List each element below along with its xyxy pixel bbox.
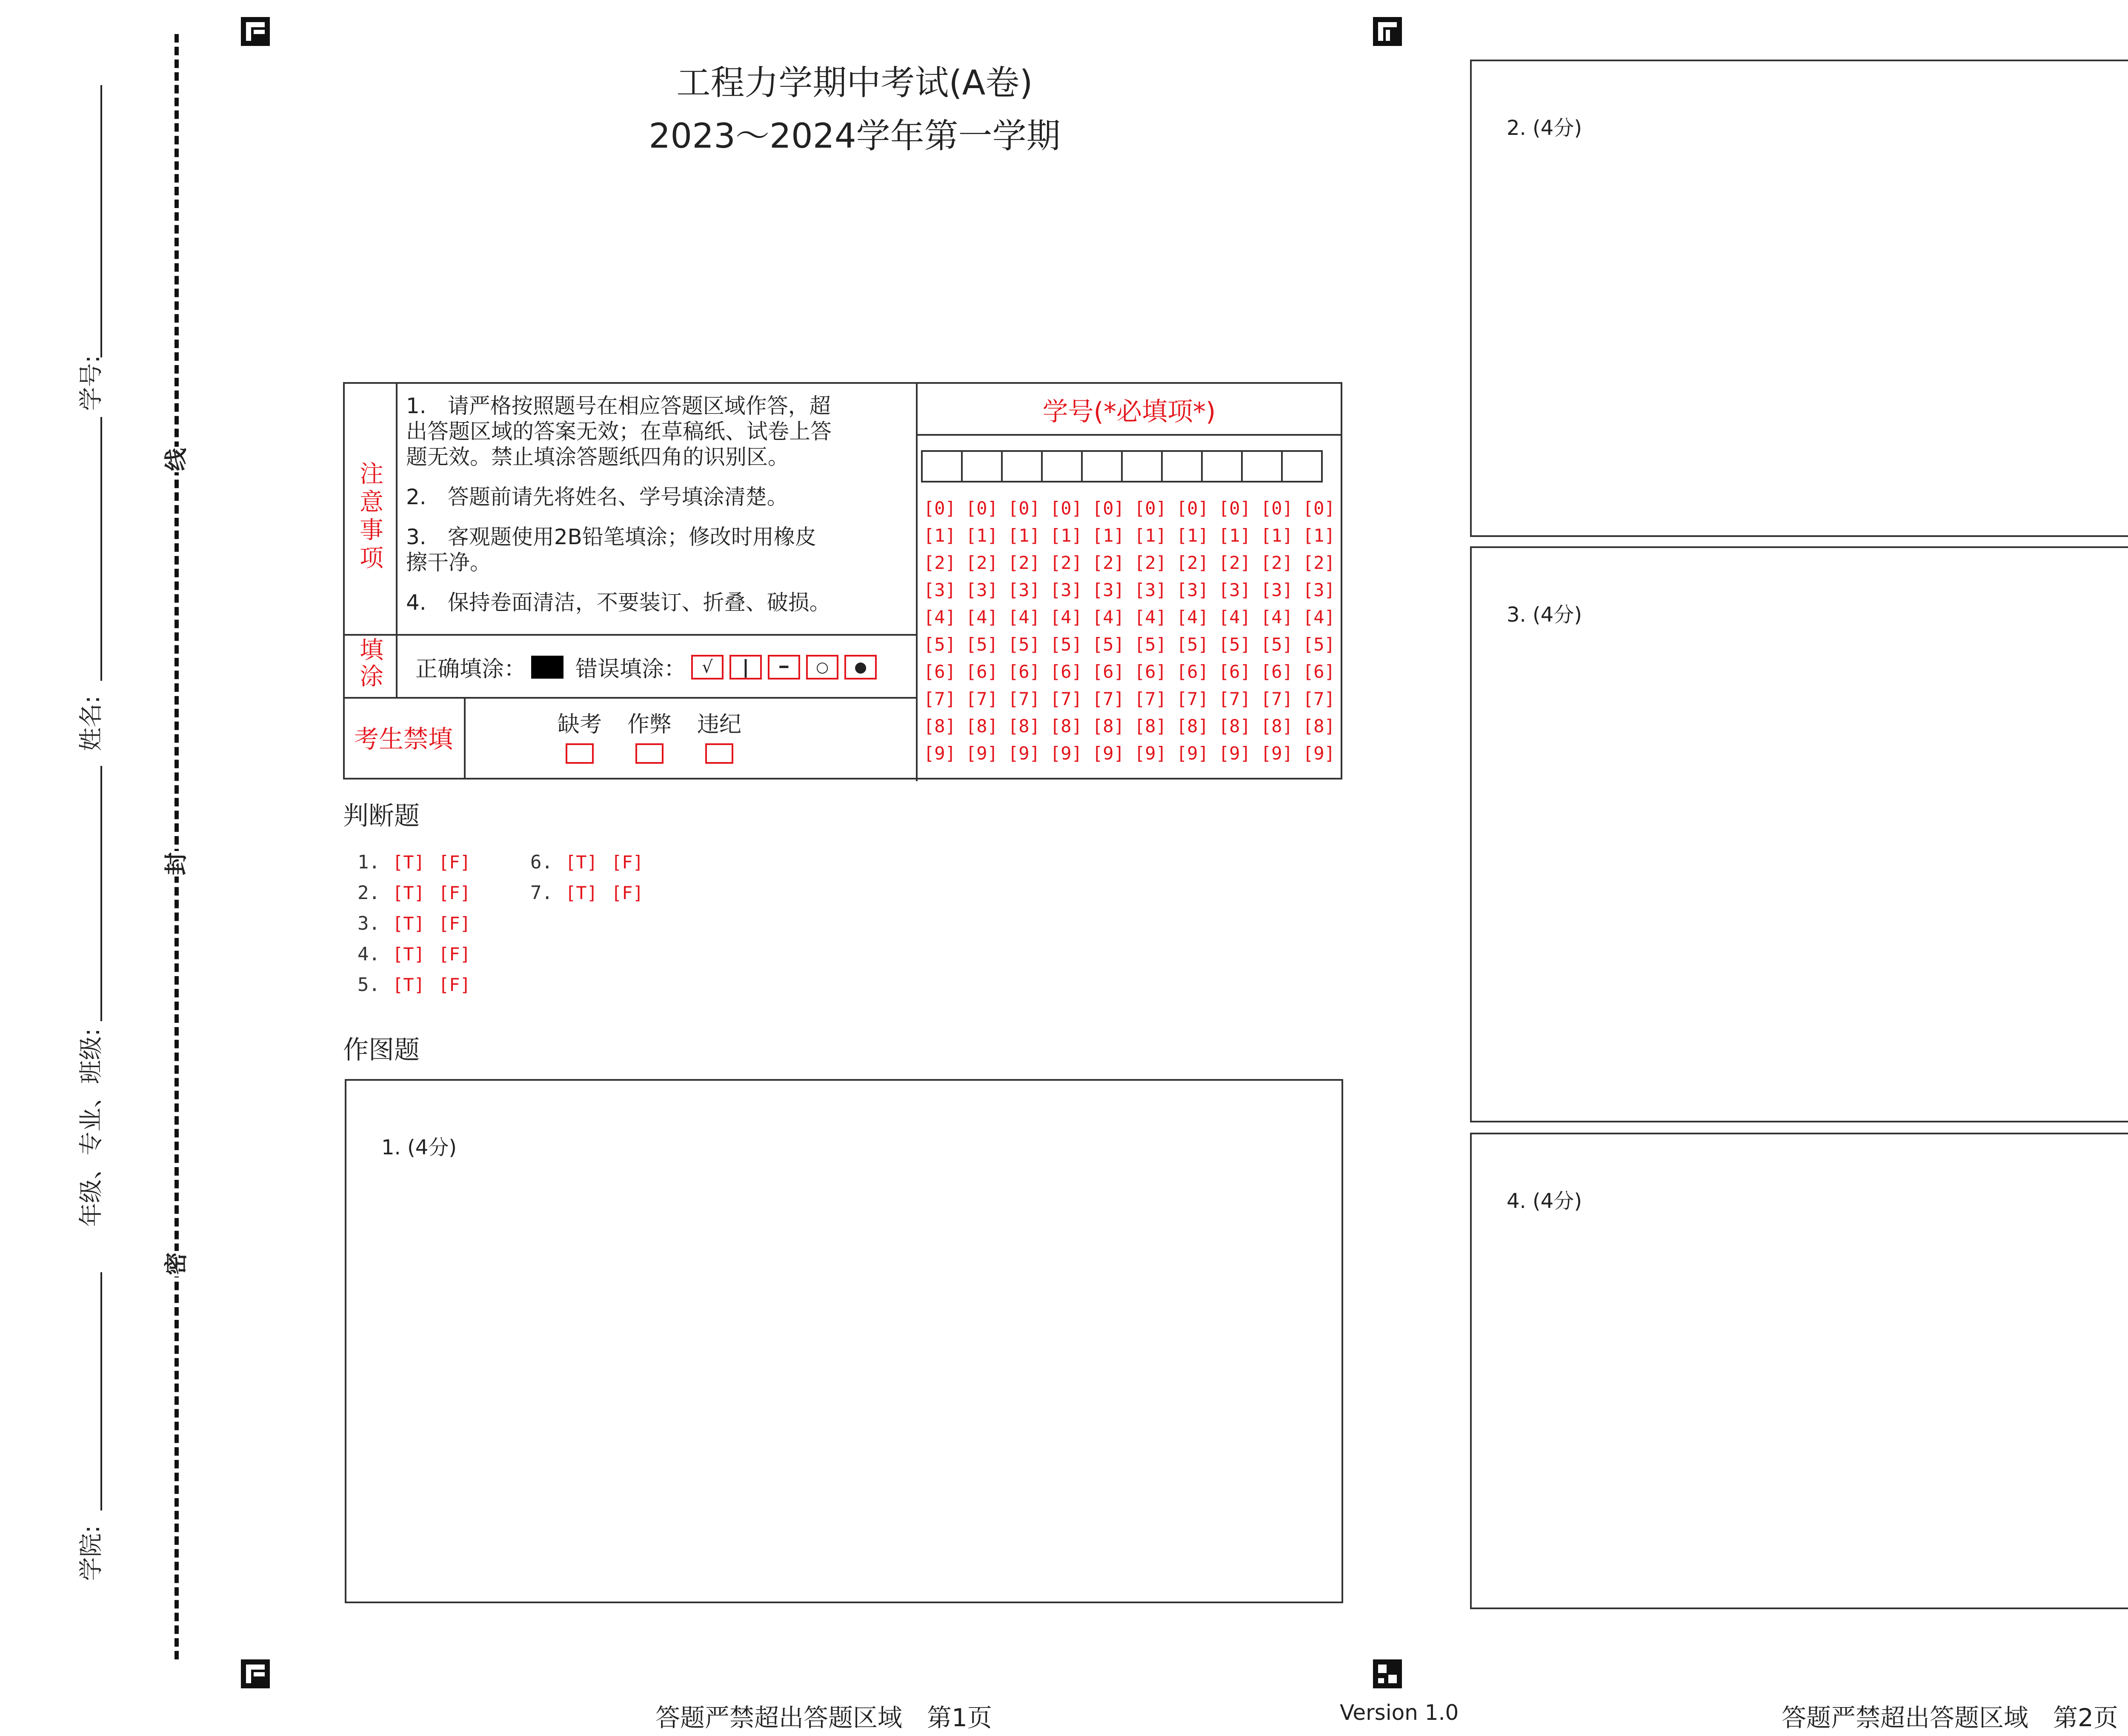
student-id-bubble[interactable]: [6] <box>1134 661 1167 682</box>
student-id-divider <box>916 384 918 781</box>
notice-item: 1. 请严格按照题号在相应答题区域作答，超出答题区域的答案无效；在草稿纸、试卷上答题无效。禁止填涂答题纸四角的识别区。 <box>406 394 832 469</box>
true-false-row <box>358 877 484 908</box>
answer-box-q3[interactable] <box>1470 546 2128 1122</box>
true-bubble[interactable]: [T] <box>392 974 425 995</box>
student-id-bubble[interactable]: [4] <box>1303 606 1335 628</box>
student-id-bubble[interactable]: [6] <box>1008 661 1040 682</box>
true-false-number: 7. <box>530 882 553 904</box>
student-id-bubble[interactable]: [4] <box>924 606 956 628</box>
true-false-number: 3. <box>358 912 380 934</box>
college-fill-line <box>100 1272 102 1510</box>
student-id-bubble[interactable]: [0] <box>1218 497 1251 519</box>
student-id-bubble[interactable]: [9] <box>1050 742 1082 764</box>
student-id-bubble[interactable]: [2] <box>966 552 998 573</box>
student-id-bubble[interactable]: [9] <box>1218 742 1251 764</box>
student-id-bubble[interactable]: [2] <box>1218 552 1251 573</box>
student-id-bubble[interactable]: [9] <box>1303 742 1335 764</box>
forbidden-option-box[interactable] <box>635 743 664 764</box>
forbidden-option-absent[interactable] <box>558 706 602 764</box>
student-id-bubble[interactable]: [1] <box>966 525 998 546</box>
false-bubble[interactable]: [F] <box>438 851 471 873</box>
true-false-row <box>530 847 657 877</box>
name-fill-line <box>100 417 102 681</box>
false-bubble[interactable]: [F] <box>611 882 644 903</box>
footer-version: Version 1.0 <box>1340 1700 1459 1725</box>
student-id-bubble[interactable]: [2] <box>1008 552 1040 573</box>
student-id-bubble[interactable]: [2] <box>924 552 956 573</box>
forbidden-option-box[interactable] <box>566 743 594 764</box>
student-id-bubble[interactable]: [9] <box>1134 742 1167 764</box>
student-id-bubble[interactable]: [5] <box>1092 634 1124 655</box>
student-id-bubble[interactable]: [8] <box>1134 715 1167 737</box>
student-id-bubble[interactable]: [4] <box>1050 606 1082 628</box>
student-id-bubble[interactable]: [8] <box>1050 715 1082 737</box>
student-id-bubble[interactable]: [7] <box>1008 688 1040 709</box>
binding-label-class: 年级、专业、班级: <box>77 1028 105 1227</box>
fill-heading-char: 填 <box>360 637 383 664</box>
fill-heading <box>352 637 391 690</box>
student-id-bubble[interactable]: [0] <box>924 497 956 519</box>
student-id-bubble[interactable]: [2] <box>1092 552 1124 573</box>
student-id-bubble[interactable]: [8] <box>1176 715 1209 737</box>
student-id-bubble[interactable]: [6] <box>1218 661 1251 682</box>
wrong-fill-dot-icon: ● <box>844 655 877 680</box>
true-false-row <box>358 969 484 1000</box>
student-id-bubble[interactable]: [6] <box>1303 661 1335 682</box>
student-id-bubble[interactable]: [7] <box>1092 688 1124 709</box>
notice-heading-char: 项 <box>360 545 383 572</box>
student-id-bubble[interactable]: [5] <box>966 634 998 655</box>
question-label-q4: 4. (4分) <box>1507 1189 1582 1213</box>
true-false-column-2 <box>530 847 657 908</box>
wrong-fill-circle-icon: ○ <box>806 655 838 680</box>
true-false-row <box>358 908 484 939</box>
student-id-bubble[interactable]: [0] <box>1050 497 1082 519</box>
notice-item: 2. 答题前请先将姓名、学号填涂清楚。 <box>406 485 788 509</box>
true-false-number: 4. <box>358 943 380 965</box>
answer-box-q2[interactable] <box>1470 60 2128 537</box>
question-label-q3: 3. (4分) <box>1507 603 1582 627</box>
corner-marker-bottom-middle <box>1373 1659 1402 1688</box>
class-fill-line <box>100 766 102 1021</box>
correct-fill-label: 正确填涂： <box>415 657 526 682</box>
notice-heading-char: 事 <box>360 517 383 544</box>
student-id-bubble-row <box>924 603 1345 631</box>
true-false-title: 判断题 <box>343 801 420 831</box>
student-id-digit-box[interactable] <box>1001 450 1043 483</box>
binding-label-name: 姓名: <box>77 695 105 751</box>
student-id-bubble[interactable]: [6] <box>1261 661 1293 682</box>
student-id-bubble[interactable]: [5] <box>1134 634 1167 655</box>
student-id-bubble[interactable]: [2] <box>1176 552 1209 573</box>
student-id-bubble[interactable]: [4] <box>1092 606 1124 628</box>
student-id-digit-box[interactable] <box>1201 450 1243 483</box>
student-id-bubble-row <box>924 576 1345 603</box>
student-id-bubble[interactable]: [2] <box>1261 552 1293 573</box>
student-id-bubble-row <box>924 522 1345 549</box>
false-bubble[interactable]: [F] <box>438 913 471 934</box>
student-id-bubble[interactable]: [3] <box>1050 579 1082 600</box>
student-id-bubble[interactable]: [1] <box>1218 525 1251 546</box>
student-id-bubble[interactable]: [8] <box>1008 715 1040 737</box>
student-id-bubble[interactable]: [8] <box>1303 715 1335 737</box>
student-id-bubble[interactable]: [2] <box>1050 552 1082 573</box>
wrong-fill-dash-icon: ━ <box>768 655 800 680</box>
student-id-bubble[interactable]: [2] <box>1134 552 1167 573</box>
footer-page-1: 答题严禁超出答题区域 第1页 <box>655 1703 992 1732</box>
seal-char-line: 线 <box>159 447 193 472</box>
student-id-bubble[interactable]: [1] <box>1050 525 1082 546</box>
student-id-bubble[interactable]: [4] <box>1176 606 1209 628</box>
student-id-bubble[interactable]: [0] <box>1092 497 1124 519</box>
student-id-bubble[interactable]: [0] <box>1134 497 1167 519</box>
student-id-bubble[interactable]: [7] <box>1134 688 1167 709</box>
student-id-bubble-row <box>924 658 1345 685</box>
student-id-bubble-grid <box>924 494 1345 767</box>
instruction-table <box>343 382 1342 779</box>
corner-marker-top-middle <box>1373 17 1402 46</box>
true-false-number: 2. <box>358 882 380 904</box>
student-id-bubble[interactable]: [6] <box>1050 661 1082 682</box>
student-id-digit-box[interactable] <box>1281 450 1323 483</box>
correct-fill-sample <box>531 656 563 679</box>
notice-divider-vertical <box>396 384 398 699</box>
true-bubble[interactable]: [T] <box>392 851 425 873</box>
true-false-row <box>358 939 484 969</box>
student-id-bubble[interactable]: [3] <box>1134 579 1167 600</box>
student-id-bubble[interactable]: [7] <box>1050 688 1082 709</box>
true-bubble[interactable]: [T] <box>392 882 425 903</box>
false-bubble[interactable]: [F] <box>438 943 471 965</box>
student-id-bubble[interactable]: [9] <box>1176 742 1209 764</box>
notice-heading-char: 意 <box>360 488 383 516</box>
student-id-bubble[interactable]: [7] <box>1218 688 1251 709</box>
student-id-bubble[interactable]: [1] <box>1134 525 1167 546</box>
true-false-row <box>530 877 657 908</box>
student-id-bubble[interactable]: [6] <box>1176 661 1209 682</box>
true-false-row <box>358 847 484 877</box>
student-id-bubble-row <box>924 685 1345 712</box>
student-id-bubble[interactable]: [0] <box>1008 497 1040 519</box>
student-id-heading-rule <box>918 434 1341 436</box>
student-id-bubble[interactable]: [0] <box>1176 497 1209 519</box>
corner-marker-top-left <box>241 17 270 46</box>
drawing-title: 作图题 <box>343 1035 420 1065</box>
true-bubble[interactable]: [T] <box>392 943 425 965</box>
notice-heading-char: 注 <box>360 460 383 488</box>
corner-marker-bottom-left <box>241 1659 270 1688</box>
student-id-bubble-row <box>924 494 1345 522</box>
student-id-digit-box[interactable] <box>961 450 1003 483</box>
notice-heading <box>352 460 391 573</box>
student-id-bubble[interactable]: [4] <box>1218 606 1251 628</box>
student-id-bubble[interactable]: [8] <box>1092 715 1124 737</box>
question-label-q1: 1. (4分) <box>381 1136 457 1159</box>
student-id-bubble[interactable]: [4] <box>1261 606 1293 628</box>
student-id-bubble[interactable]: [7] <box>1176 688 1209 709</box>
forbidden-option-label: 违纪 <box>697 712 742 737</box>
student-id-fill-line <box>100 85 102 357</box>
student-id-bubble[interactable]: [3] <box>1008 579 1040 600</box>
question-label-q2: 2. (4分) <box>1507 116 1582 140</box>
fill-heading-char: 涂 <box>360 663 383 691</box>
true-false-number: 5. <box>358 974 380 996</box>
answer-box-q1[interactable] <box>345 1079 1343 1603</box>
student-id-heading: 学号(*必填项*) <box>1042 397 1216 427</box>
student-id-bubble-row <box>924 712 1345 740</box>
seal-char-secret: 密 <box>159 1251 193 1276</box>
forbidden-option-box[interactable] <box>705 743 733 764</box>
student-id-bubble[interactable]: [7] <box>1261 688 1293 709</box>
student-id-entry-boxes <box>921 450 1321 483</box>
wrong-fill-bar-icon: | <box>729 655 762 680</box>
student-id-bubble[interactable]: [6] <box>924 661 956 682</box>
student-id-digit-box[interactable] <box>1241 450 1283 483</box>
student-id-digit-box[interactable] <box>1161 450 1203 483</box>
fill-example-row <box>415 651 877 683</box>
seal-char-seal: 封 <box>159 851 193 877</box>
student-id-bubble[interactable]: [3] <box>1303 579 1335 600</box>
student-id-bubble[interactable]: [7] <box>924 688 956 709</box>
exam-title: 工程力学期中考试(A卷) <box>676 63 1033 103</box>
student-id-bubble-row <box>924 740 1345 767</box>
true-bubble[interactable]: [T] <box>565 851 598 873</box>
student-id-bubble[interactable]: [5] <box>1050 634 1082 655</box>
student-id-bubble[interactable]: [5] <box>1303 634 1335 655</box>
true-bubble[interactable]: [T] <box>392 913 425 934</box>
student-id-bubble-row <box>924 549 1345 576</box>
student-id-bubble[interactable]: [2] <box>1303 552 1335 573</box>
student-id-bubble[interactable]: [8] <box>924 715 956 737</box>
notice-item: 4. 保持卷面清洁，不要装订、折叠、破损。 <box>406 590 831 615</box>
binding-label-student-id: 学号: <box>77 355 105 411</box>
forbidden-option-violation[interactable] <box>697 706 741 764</box>
true-false-number: 1. <box>358 851 380 873</box>
forbidden-label: 考生禁填 <box>354 725 453 754</box>
forbidden-options <box>558 706 741 764</box>
student-id-bubble[interactable]: [5] <box>1218 634 1251 655</box>
student-id-bubble[interactable]: [1] <box>1261 525 1293 546</box>
student-id-bubble[interactable]: [5] <box>1176 634 1209 655</box>
student-id-bubble[interactable]: [3] <box>924 579 956 600</box>
student-id-bubble[interactable]: [7] <box>1303 688 1335 709</box>
student-id-bubble[interactable]: [0] <box>1261 497 1293 519</box>
student-id-bubble[interactable]: [8] <box>966 715 998 737</box>
fill-divider-horizontal <box>345 697 918 699</box>
student-id-bubble[interactable]: [6] <box>966 661 998 682</box>
student-id-bubble[interactable]: [4] <box>1134 606 1167 628</box>
student-id-bubble[interactable]: [9] <box>966 742 998 764</box>
student-id-bubble[interactable]: [3] <box>966 579 998 600</box>
student-id-digit-box[interactable] <box>1041 450 1083 483</box>
wrong-fill-label: 错误填涂： <box>575 657 686 682</box>
student-id-bubble[interactable]: [3] <box>1218 579 1251 600</box>
forbidden-divider-vertical <box>464 697 466 779</box>
student-id-bubble[interactable]: [3] <box>1261 579 1293 600</box>
notice-divider-horizontal <box>345 634 918 636</box>
student-id-bubble[interactable]: [1] <box>1176 525 1209 546</box>
student-id-bubble[interactable]: [1] <box>1092 525 1124 546</box>
seal-dashed-line <box>174 34 179 1659</box>
student-id-bubble[interactable]: [3] <box>1176 579 1209 600</box>
student-id-bubble[interactable]: [4] <box>966 606 998 628</box>
student-id-bubble[interactable]: [9] <box>1092 742 1124 764</box>
student-id-bubble[interactable]: [1] <box>1008 525 1040 546</box>
true-bubble[interactable]: [T] <box>565 882 598 903</box>
student-id-bubble[interactable]: [3] <box>1092 579 1124 600</box>
true-false-number: 6. <box>530 851 553 873</box>
student-id-bubble[interactable]: [0] <box>1303 497 1335 519</box>
notice-item: 3. 客观题使用2B铅笔填涂；修改时用橡皮擦干净。 <box>406 525 816 575</box>
wrong-fill-check-icon: √ <box>691 655 724 680</box>
false-bubble[interactable]: [F] <box>611 851 644 873</box>
student-id-bubble-row <box>924 631 1345 658</box>
binding-label-college: 学院: <box>77 1525 105 1581</box>
false-bubble[interactable]: [F] <box>438 882 471 903</box>
student-id-bubble[interactable]: [4] <box>1008 606 1040 628</box>
student-id-digit-box[interactable] <box>1081 450 1123 483</box>
true-false-column-1 <box>358 847 484 1000</box>
student-id-bubble[interactable]: [5] <box>1261 634 1293 655</box>
student-id-digit-box[interactable] <box>921 450 963 483</box>
student-id-bubble[interactable]: [9] <box>1261 742 1293 764</box>
student-id-bubble[interactable]: [5] <box>924 634 956 655</box>
forbidden-option-label: 缺考 <box>558 712 602 737</box>
student-id-bubble[interactable]: [7] <box>966 688 998 709</box>
student-id-bubble[interactable]: [0] <box>966 497 998 519</box>
answer-box-q4[interactable] <box>1470 1133 2128 1609</box>
student-id-bubble[interactable]: [6] <box>1092 661 1124 682</box>
exam-term: 2023～2024学年第一学期 <box>649 116 1061 156</box>
forbidden-option-cheat[interactable] <box>627 706 672 764</box>
student-id-bubble[interactable]: [5] <box>1008 634 1040 655</box>
student-id-bubble[interactable]: [8] <box>1218 715 1251 737</box>
student-id-digit-box[interactable] <box>1121 450 1163 483</box>
student-id-bubble[interactable]: [9] <box>924 742 956 764</box>
forbidden-option-label: 作弊 <box>627 712 672 737</box>
notice-list <box>406 393 836 615</box>
student-id-bubble[interactable]: [8] <box>1261 715 1293 737</box>
false-bubble[interactable]: [F] <box>438 974 471 995</box>
student-id-bubble[interactable]: [1] <box>1303 525 1335 546</box>
student-id-bubble[interactable]: [9] <box>1008 742 1040 764</box>
footer-page-2: 答题严禁超出答题区域 第2页 <box>1782 1703 2118 1732</box>
student-id-bubble[interactable]: [1] <box>924 525 956 546</box>
wrong-fill-samples <box>691 655 877 680</box>
